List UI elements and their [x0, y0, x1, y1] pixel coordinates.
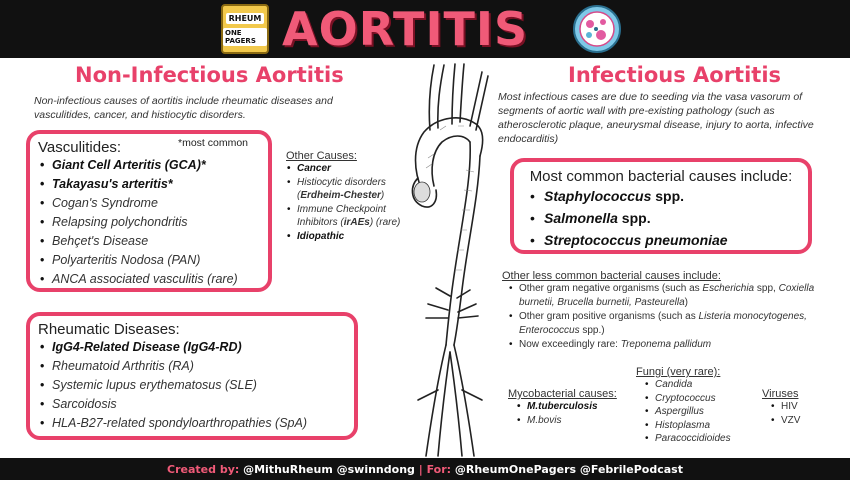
list-item: • Other gram positive organisms (such as Listeria monocytogenes, Enterococcus spp.) [508, 310, 842, 338]
list-item: • Sarcoidosis [38, 395, 346, 414]
list-item: • Cogan's Syndrome [38, 194, 260, 213]
mycobacterial-block [508, 388, 628, 427]
other-causes-block [286, 150, 404, 243]
list-item: • Cancer [286, 162, 404, 176]
created-by-names: @MithuRheum @swinndong [243, 462, 415, 476]
list-item: • Now exceedingly rare: Treponema pallidum [508, 338, 842, 352]
non-infectious-title: Non-Infectious Aortitis [75, 63, 344, 87]
less-common-list [508, 282, 842, 352]
febrile-podcast-logo-icon [572, 4, 622, 54]
list-item: • Staphylococcus spp. [526, 185, 796, 207]
rheumatic-diseases-box [26, 312, 358, 440]
list-item: • M.tuberculosis [516, 400, 628, 414]
list-item: • Salmonella spp. [526, 207, 796, 229]
rheumatic-diseases-heading: Rheumatic Diseases: [38, 321, 180, 338]
list-item: • IgG4-Related Disease (IgG4-RD) [38, 338, 346, 357]
list-item: • VZV [770, 414, 822, 428]
list-item: • Polyarteritis Nodosa (PAN) [38, 251, 260, 270]
logo-text-rheum: RHEUM [226, 13, 265, 24]
mycobacterial-list [516, 400, 628, 427]
rheum-one-pagers-logo [221, 4, 269, 54]
viruses-list [770, 400, 822, 428]
for-names: @RheumOnePagers @FebrilePodcast [454, 462, 683, 476]
list-item: • Rheumatoid Arthritis (RA) [38, 357, 346, 376]
other-causes-list [286, 162, 404, 243]
footer-credits [0, 458, 850, 480]
common-bacterial-list [526, 185, 796, 251]
fungi-list [644, 378, 754, 446]
list-item: • Idiopathic [286, 230, 404, 244]
most-common-note: *most common [178, 137, 249, 149]
list-item: • ANCA associated vasculitis (rare) [38, 270, 260, 289]
list-item: • Cryptococcus [644, 392, 754, 406]
list-item: • Other gram negative organisms (such as Escherichia spp, Coxiella burnetii, Brucella burnetii, Pasteurella) [508, 282, 842, 310]
list-item: • Paracoccidioides [644, 432, 754, 446]
created-by-label: Created by: [167, 462, 244, 476]
non-infectious-intro: Non-infectious causes of aortitis include rheumatic diseases and vasculitides, cancer, and histiocytic disorders. [34, 95, 333, 121]
viruses-block [762, 388, 822, 428]
list-item: • Behçet's Disease [38, 232, 260, 251]
footer-separator: | [414, 462, 427, 476]
list-item: • HIV [770, 400, 822, 414]
infectious-intro: Most infectious cases are due to seeding via the vasa vasorum of segments of aortic wall with pre-existing pathology (such as atherosclerotic plaque, aneurysmal disease, injury to aorta, infective endocarditis) [498, 91, 814, 145]
fungi-block [636, 366, 754, 446]
list-item: • Immune Checkpoint Inhibitors (irAEs) (rare) [286, 203, 404, 230]
list-item: • Relapsing polychondritis [38, 213, 260, 232]
list-item: • Candida [644, 378, 754, 392]
vasculitides-list [38, 156, 260, 289]
common-bacterial-heading: Most common bacterial causes include: [529, 168, 793, 185]
less-common-heading: Other less common bacterial causes include: [502, 270, 721, 282]
rheumatic-diseases-list [38, 338, 346, 433]
vasculitides-box [26, 130, 272, 292]
less-common-block [502, 270, 842, 352]
list-item: • Histiocytic disorders (Erdheim-Chester) [286, 176, 404, 203]
common-bacterial-box [510, 158, 812, 254]
list-item: • M.bovis [516, 414, 628, 428]
header-bar [0, 0, 850, 58]
other-causes-heading: Other Causes: [286, 150, 357, 162]
list-item: • Streptococcus pneumoniae [526, 229, 796, 251]
list-item: • Systemic lupus erythematosus (SLE) [38, 376, 346, 395]
list-item: • HLA-B27-related spondyloarthropathies (SpA) [38, 414, 346, 433]
fungi-heading: Fungi (very rare): [636, 366, 721, 378]
list-item: • Aspergillus [644, 405, 754, 419]
viruses-heading: Viruses [762, 388, 799, 400]
for-label: For: [426, 462, 455, 476]
logo-text-one-pagers: ONE PAGERS [223, 28, 267, 46]
list-item: • Giant Cell Arteritis (GCA)* [38, 156, 260, 175]
mycobacterial-heading: Mycobacterial causes: [508, 388, 617, 400]
aorta-illustration [400, 60, 504, 458]
infectious-title: Infectious Aortitis [568, 63, 782, 87]
list-item: • Takayasu's arteritis* [38, 175, 260, 194]
list-item: • Histoplasma [644, 419, 754, 433]
page-title: AORTITIS [282, 2, 529, 56]
vasculitides-heading: Vasculitides: [38, 139, 122, 156]
